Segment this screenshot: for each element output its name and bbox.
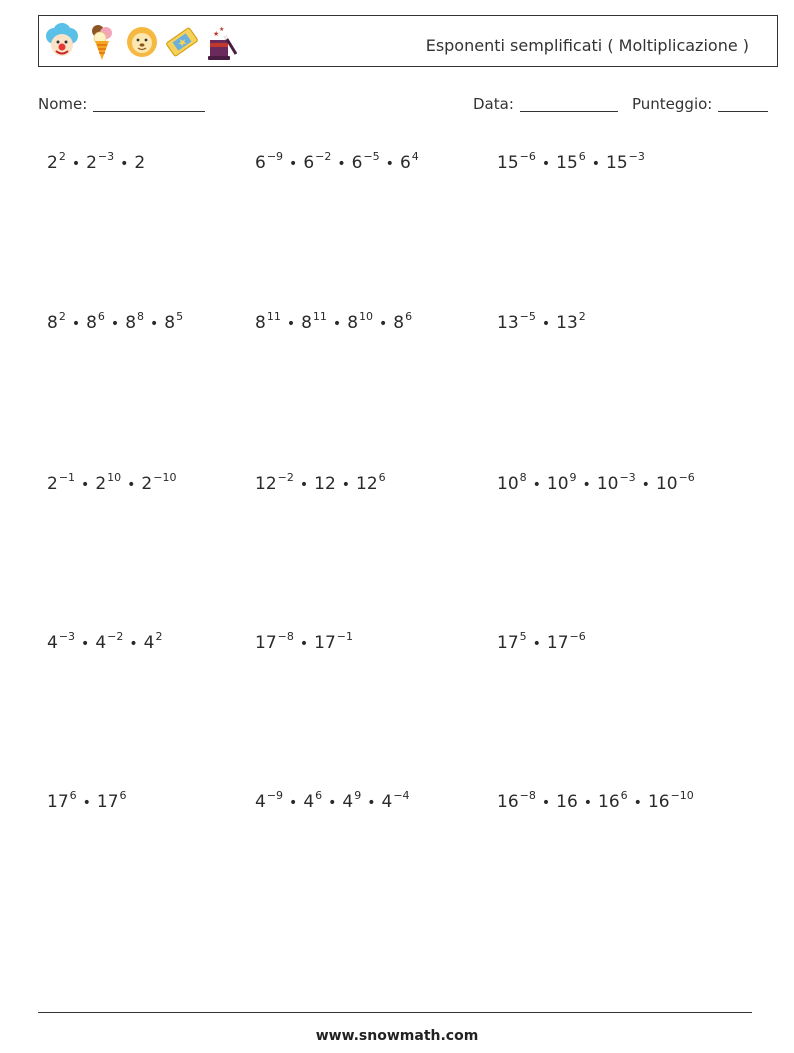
power-term (598, 789, 628, 812)
exponent: −10 (670, 789, 694, 802)
problem-10 (47, 631, 162, 655)
exponent: −5 (519, 310, 536, 323)
name-field[interactable] (38, 93, 205, 115)
power-term (647, 789, 694, 812)
base: 8 (301, 313, 312, 333)
exponent: −8 (519, 789, 536, 802)
exponent: 6 (578, 150, 586, 163)
power-term (96, 789, 127, 812)
problem-7 (47, 472, 176, 496)
base: 8 (347, 313, 359, 333)
power-term (303, 789, 323, 812)
multiply-operator: • (341, 477, 351, 493)
exponent: −3 (58, 630, 76, 643)
power-term (134, 153, 145, 173)
clown-face-icon (45, 22, 79, 62)
exponent: 10 (359, 310, 374, 323)
power-term (47, 471, 76, 494)
power-term (255, 789, 284, 812)
power-term (255, 310, 281, 333)
base: 17 (47, 792, 69, 812)
multiply-operator: • (81, 636, 90, 652)
multiply-operator: • (129, 636, 138, 652)
exponent: −10 (153, 471, 177, 484)
power-term (347, 310, 374, 333)
magic-hat-icon (205, 22, 239, 62)
power-term (86, 150, 115, 173)
exponent: 8 (519, 471, 527, 484)
power-term (303, 150, 332, 173)
date-field[interactable] (473, 93, 618, 115)
base: 2 (134, 153, 146, 173)
date-label: Data: (473, 95, 514, 113)
base: 2 (141, 474, 153, 494)
multiply-operator: • (328, 795, 337, 811)
exponent: 4 (411, 150, 419, 163)
base: 2 (47, 153, 58, 173)
multiply-operator: • (385, 156, 394, 172)
exponent: 6 (405, 310, 413, 323)
multiply-operator: • (81, 477, 90, 493)
exponent: 5 (176, 310, 184, 323)
exponent: −2 (315, 150, 332, 163)
base: 17 (546, 633, 569, 653)
problem-6 (497, 311, 586, 335)
score-label: Punteggio: (632, 95, 713, 113)
multiply-operator: • (71, 316, 81, 332)
name-blank[interactable] (93, 95, 205, 112)
base: 12 (356, 474, 378, 494)
base: 2 (86, 153, 97, 173)
multiply-operator: • (633, 795, 642, 811)
multiply-operator: • (541, 795, 551, 811)
power-term (95, 471, 122, 494)
power-term (143, 630, 163, 653)
base: 17 (96, 792, 119, 812)
base: 8 (86, 313, 97, 333)
exponent: 6 (378, 471, 386, 484)
multiply-operator: • (541, 156, 551, 172)
power-term (381, 789, 410, 812)
exponent: −4 (393, 789, 410, 802)
power-term (497, 789, 536, 812)
multiply-operator: • (582, 477, 591, 493)
base: 6 (351, 153, 363, 173)
multiply-operator: • (583, 795, 593, 811)
power-term (556, 792, 578, 812)
power-term (655, 471, 695, 494)
power-term (497, 630, 527, 653)
exponent: 9 (354, 789, 362, 802)
base: 15 (556, 153, 578, 173)
problem-15 (497, 790, 694, 814)
power-term (141, 471, 177, 494)
power-term (164, 310, 184, 333)
exponent: −1 (336, 630, 353, 643)
base: 4 (303, 792, 315, 812)
base: 4 (95, 633, 107, 653)
base: 8 (393, 313, 405, 333)
base: 10 (497, 474, 519, 494)
exponent: −3 (619, 471, 636, 484)
name-label: Nome: (38, 95, 88, 113)
base: 2 (47, 474, 58, 494)
multiply-operator: • (591, 156, 601, 172)
power-term (342, 789, 362, 812)
exponent: −8 (277, 630, 294, 643)
power-term (556, 150, 586, 173)
power-term (356, 471, 386, 494)
base: 6 (399, 153, 411, 173)
multiply-operator: • (379, 316, 388, 332)
base: 4 (143, 633, 155, 653)
exponent: −9 (266, 150, 284, 163)
exponent: −2 (277, 471, 294, 484)
problem-2 (255, 151, 419, 175)
problem-12 (497, 631, 586, 655)
problem-4 (47, 311, 183, 335)
base: 13 (556, 313, 578, 333)
power-term (399, 150, 419, 173)
base: 16 (647, 792, 670, 812)
power-term (47, 310, 66, 333)
base: 13 (497, 313, 519, 333)
multiply-operator: • (641, 477, 650, 493)
problem-14 (255, 790, 410, 814)
date-blank[interactable] (520, 95, 618, 112)
problem-5 (255, 311, 412, 335)
power-term (255, 630, 294, 653)
base: 16 (497, 792, 519, 812)
exponent: −3 (97, 150, 115, 163)
multiply-operator: • (120, 156, 129, 172)
base: 4 (342, 792, 354, 812)
exponent: −2 (107, 630, 124, 643)
base: 17 (497, 633, 519, 653)
exponent: 6 (119, 789, 127, 802)
exponent: −3 (628, 150, 645, 163)
power-term (606, 150, 645, 173)
power-term (546, 471, 577, 494)
exponent: 5 (519, 630, 527, 643)
base: 6 (255, 153, 266, 173)
exponent: 6 (620, 789, 628, 802)
exponent: −6 (519, 150, 536, 163)
power-term (314, 630, 353, 653)
power-term (95, 630, 124, 653)
score-blank[interactable] (718, 95, 768, 112)
multiply-operator: • (532, 636, 541, 652)
exponent: −6 (569, 630, 586, 643)
lion-face-icon (125, 22, 159, 62)
power-term (497, 150, 536, 173)
power-term (86, 310, 105, 333)
ice-cream-cone-icon (85, 22, 119, 62)
exponent: 2 (58, 150, 66, 163)
power-term (556, 310, 586, 333)
exponent: 11 (312, 310, 327, 323)
base: 17 (255, 633, 277, 653)
problem-1 (47, 151, 145, 175)
power-term (393, 310, 413, 333)
header-icons (45, 22, 239, 62)
power-term (314, 474, 336, 494)
base: 12 (255, 474, 277, 494)
footer-url[interactable]: www.snowmath.com (315, 1028, 479, 1044)
exponent: 10 (107, 471, 122, 484)
problem-11 (255, 631, 353, 655)
base: 16 (598, 792, 620, 812)
power-term (47, 789, 77, 812)
svg-text:★: ★ (219, 26, 225, 33)
multiply-operator: • (299, 477, 309, 493)
power-term (47, 630, 76, 653)
multiply-operator: • (337, 156, 346, 172)
problem-3 (497, 151, 645, 175)
exponent: 2 (58, 310, 66, 323)
base: 10 (596, 474, 619, 494)
base: 4 (47, 633, 58, 653)
base: 10 (655, 474, 678, 494)
multiply-operator: • (367, 795, 376, 811)
multiply-operator: • (110, 316, 120, 332)
base: 8 (255, 313, 266, 333)
exponent: 9 (569, 471, 577, 484)
base: 4 (381, 792, 393, 812)
multiply-operator: • (532, 477, 541, 493)
base: 10 (546, 474, 569, 494)
exponent: 6 (97, 310, 105, 323)
multiply-operator: • (332, 316, 342, 332)
base: 2 (95, 474, 107, 494)
base: 8 (125, 313, 137, 333)
exponent: −5 (363, 150, 380, 163)
worksheet-header (38, 15, 778, 67)
problem-9 (497, 472, 695, 496)
score-field[interactable] (632, 93, 768, 115)
base: 4 (255, 792, 266, 812)
exponent: −1 (58, 471, 76, 484)
power-term (351, 150, 380, 173)
base: 8 (164, 313, 176, 333)
problem-8 (255, 472, 386, 496)
svg-text:★: ★ (213, 30, 220, 38)
power-term (47, 150, 66, 173)
exponent: 11 (266, 310, 281, 323)
base: 15 (497, 153, 519, 173)
exponent: 6 (69, 789, 77, 802)
multiply-operator: • (289, 156, 298, 172)
base: 6 (303, 153, 315, 173)
power-term (255, 150, 284, 173)
exponent: 6 (315, 789, 323, 802)
base: 17 (314, 633, 336, 653)
exponent: −9 (266, 789, 284, 802)
power-term (301, 310, 327, 333)
power-term (546, 630, 586, 653)
multiply-operator: • (127, 477, 136, 493)
multiply-operator: • (71, 156, 81, 172)
footer-divider (38, 1012, 752, 1013)
multiply-operator: • (299, 636, 309, 652)
exponent: −6 (678, 471, 695, 484)
circus-ticket-icon (165, 22, 199, 62)
power-term (125, 310, 145, 333)
exponent: 2 (578, 310, 586, 323)
exponent: 8 (137, 310, 145, 323)
worksheet-title: Esponenti semplificati ( Moltiplicazione ) (425, 36, 749, 55)
power-term (596, 471, 636, 494)
multiply-operator: • (289, 795, 298, 811)
base: 15 (606, 153, 628, 173)
multiply-operator: • (541, 316, 551, 332)
power-term (497, 471, 527, 494)
problem-13 (47, 790, 127, 814)
base: 16 (556, 792, 578, 812)
power-term (497, 310, 536, 333)
multiply-operator: • (82, 795, 91, 811)
multiply-operator: • (150, 316, 159, 332)
multiply-operator: • (286, 316, 296, 332)
base: 12 (314, 474, 336, 494)
base: 8 (47, 313, 58, 333)
exponent: 2 (155, 630, 163, 643)
power-term (255, 471, 294, 494)
